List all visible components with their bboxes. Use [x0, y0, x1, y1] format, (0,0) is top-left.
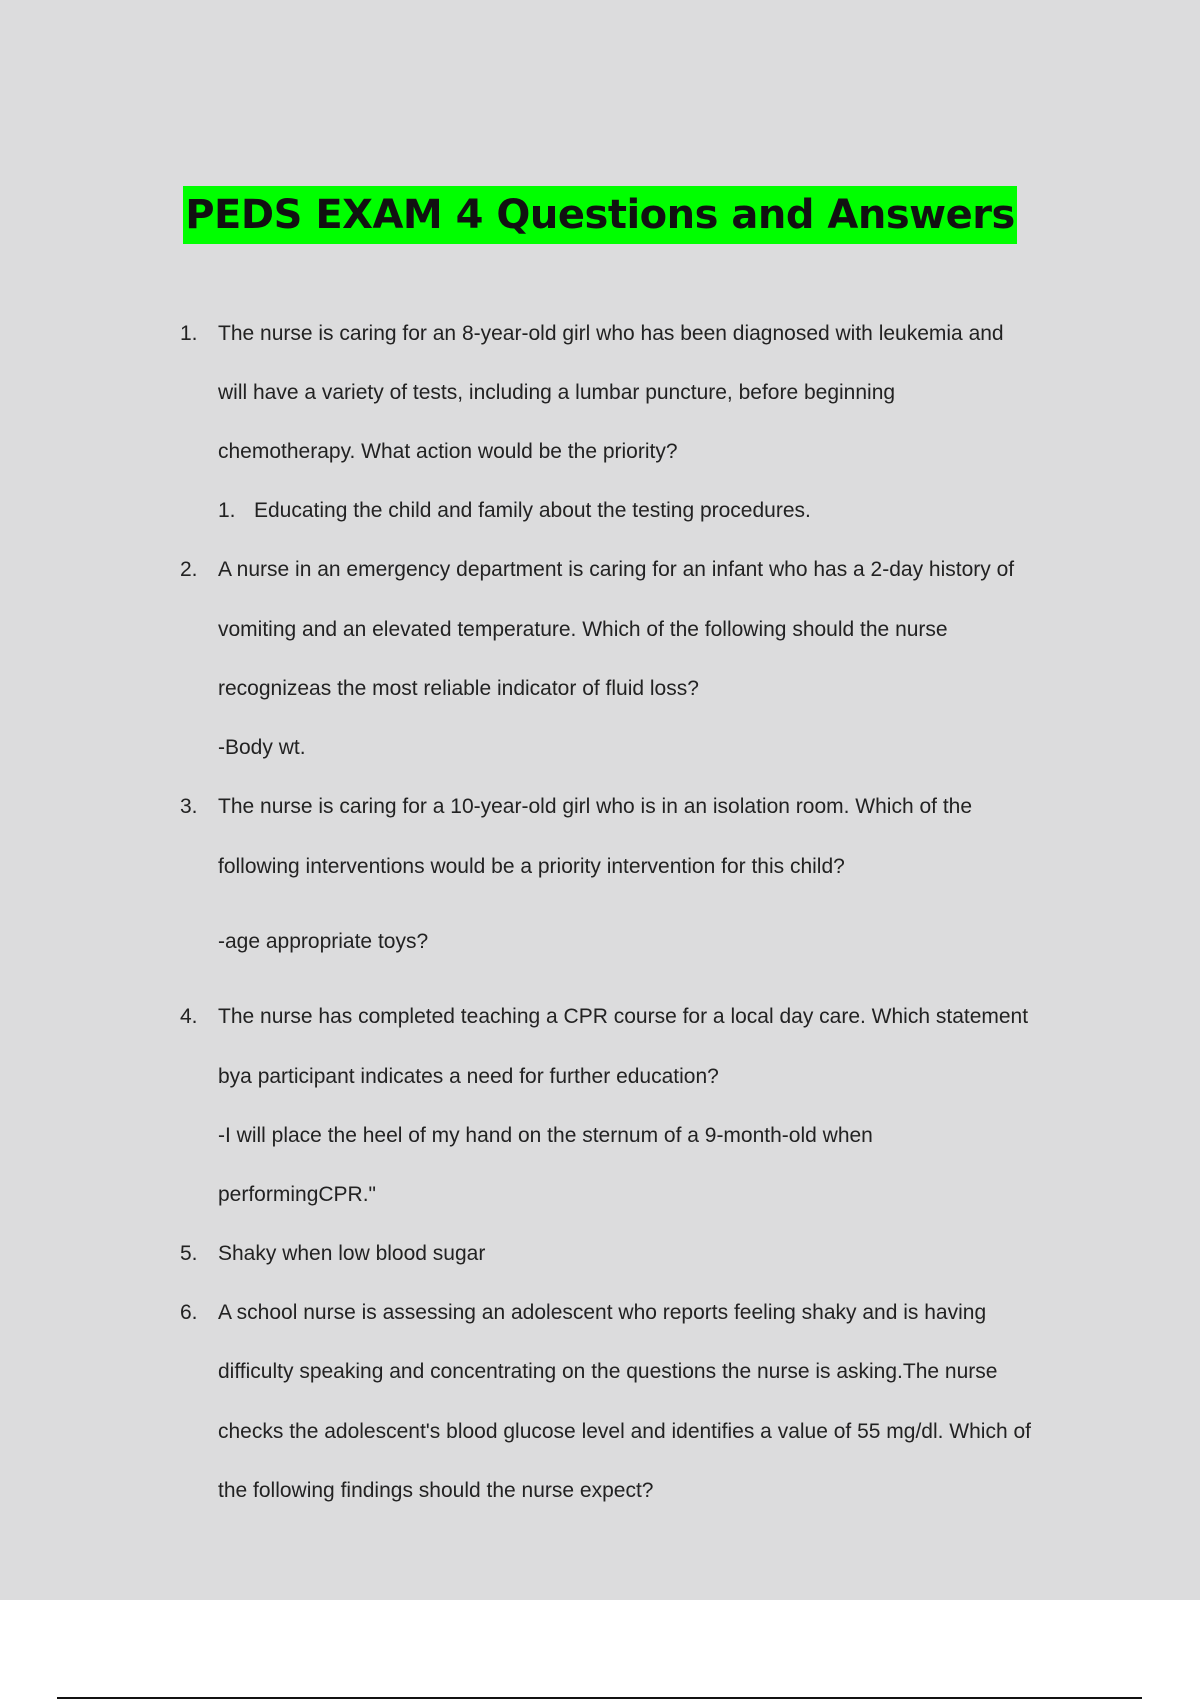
question-6-line-2: difficulty speaking and concentrating on the questions the nurse is asking.The nurse — [218, 1360, 998, 1383]
answer-2: -Body wt. — [218, 736, 306, 759]
question-5-line-1: Shaky when low blood sugar — [218, 1242, 486, 1265]
footer-divider — [57, 1697, 1142, 1699]
question-3-line-2: following interventions would be a priority intervention for this child? — [218, 855, 845, 878]
answer-3: -age appropriate toys? — [218, 930, 429, 953]
question-2-line-3: recognizeas the most reliable indicator of fluid loss? — [218, 677, 699, 700]
question-1-line-1: The nurse is caring for an 8-year-old girl who has been diagnosed with leukemia and — [218, 322, 1004, 345]
answer-4-line-2: performingCPR." — [218, 1183, 377, 1206]
question-6-line-1: A school nurse is assessing an adolescent who reports feeling shaky and is having — [218, 1301, 987, 1324]
question-number-2: 2. — [180, 558, 198, 581]
question-number-4: 4. — [180, 1005, 198, 1028]
answer-number-1: 1. — [218, 499, 236, 522]
question-4-line-1: The nurse has completed teaching a CPR course for a local day care. Which statement — [218, 1005, 1029, 1028]
question-6-line-3: checks the adolescent's blood glucose level and identifies a value of 55 mg/dl. Which of — [218, 1420, 1031, 1443]
question-3-line-1: The nurse is caring for a 10-year-old girl who is in an isolation room. Which of the — [218, 795, 973, 818]
answer-1: Educating the child and family about the testing procedures. — [254, 499, 811, 522]
question-6-line-4: the following findings should the nurse expect? — [218, 1479, 654, 1502]
question-number-1: 1. — [180, 322, 198, 345]
question-4-line-2: bya participant indicates a need for further education? — [218, 1065, 719, 1088]
question-1-line-2: will have a variety of tests, including a lumbar puncture, before beginning — [218, 381, 896, 404]
question-number-6: 6. — [180, 1301, 198, 1324]
question-1-line-3: chemotherapy. What action would be the priority? — [218, 440, 678, 463]
question-2-line-1: A nurse in an emergency department is caring for an infant who has a 2-day history of — [218, 558, 1015, 581]
answer-4-line-1: -I will place the heel of my hand on the sternum of a 9-month-old when — [218, 1124, 873, 1147]
question-2-line-2: vomiting and an elevated temperature. Which of the following should the nurse — [218, 618, 948, 641]
question-number-5: 5. — [180, 1242, 198, 1265]
question-number-3: 3. — [180, 795, 198, 818]
document-title: PEDS EXAM 4 Questions and Answers — [183, 186, 1017, 244]
